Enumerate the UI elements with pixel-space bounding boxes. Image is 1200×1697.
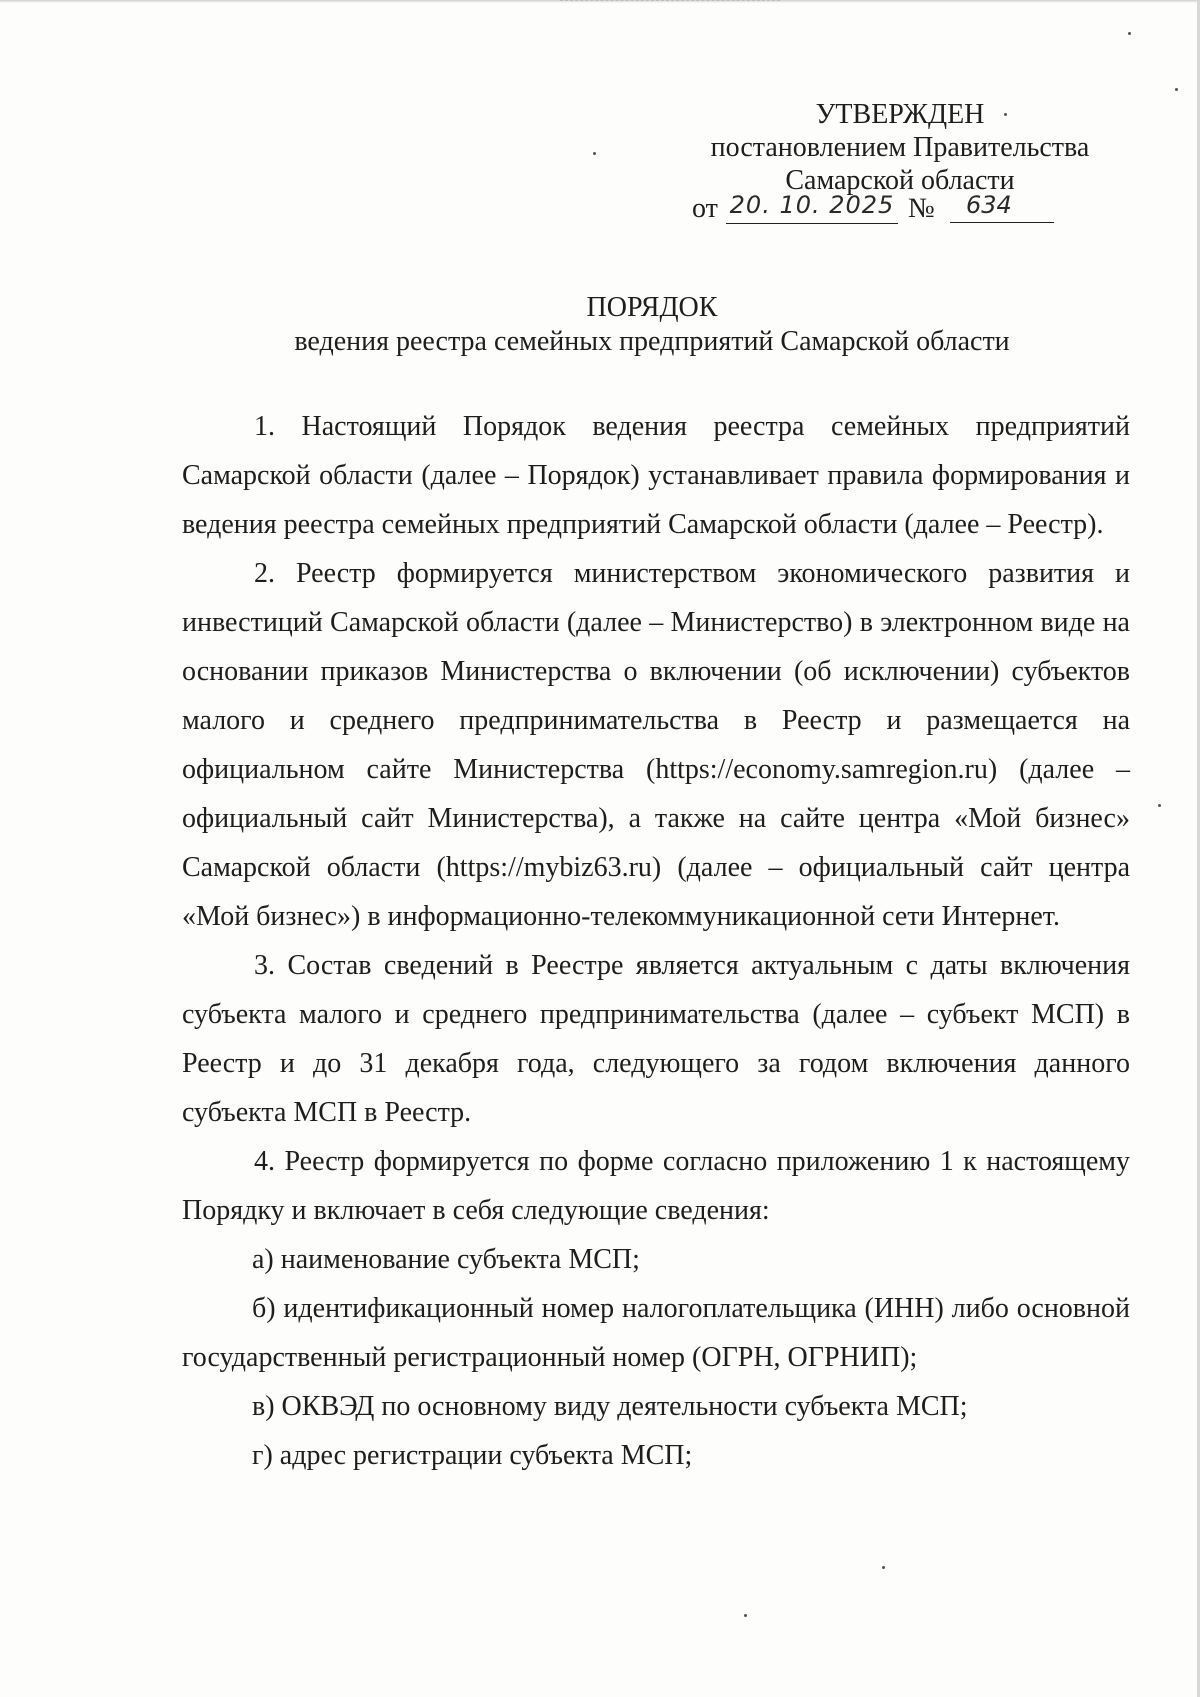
paragraph-1: 1. Настоящий Порядок ведения реестра семейных предприятий Самарской области (далее – Порядок) устанавливает правила формирования и ведения реестра семейных предприятий Самарской области (далее – Реестр). — [182, 411, 1130, 540]
document-subtitle: ведения реестра семейных предприятий Самарской области — [294, 326, 1010, 357]
scan-speck — [593, 152, 596, 155]
list-item-g: г) адрес регистрации субъекта МСП; — [252, 1440, 693, 1471]
approval-heading: УТВЕРЖДЕН — [815, 99, 985, 130]
scan-speck — [1175, 88, 1178, 91]
list-item-v: в) ОКВЭД по основному виду деятельности субъекта МСП; — [252, 1391, 968, 1422]
approval-authority: постановлением Правительства — [710, 132, 1090, 163]
handwritten-date: 20. 10. 2025 — [726, 191, 898, 224]
approval-date-row — [692, 193, 1082, 227]
paragraph-3: 3. Состав сведений в Реестре является актуальным с даты включения субъекта малого и среднего предпринимательства (далее – субъект МСП) в Реестр и до 31 декабря года, следующего за годом включения данного субъекта МСП в Реестр. — [182, 950, 1130, 1128]
list-item-b: б) идентификационный номер налогоплательщика (ИНН) либо основной государственный регистрационный номер (ОГРН, ОГРНИП); — [182, 1293, 1130, 1373]
number-sign: № — [908, 193, 935, 224]
paragraph-4: 4. Реестр формируется по форме согласно приложению 1 к настоящему Порядку и включает в себя следующие сведения: — [182, 1146, 1130, 1226]
document-title: ПОРЯДОК — [586, 292, 718, 323]
date-prefix: от — [692, 193, 718, 224]
approval-block — [690, 98, 1110, 197]
scan-speck — [1004, 113, 1007, 116]
handwritten-number: 634 — [950, 191, 1054, 223]
scan-speck — [1128, 32, 1131, 35]
document-body — [182, 402, 1130, 1480]
list-item-a: а) наименование субъекта МСП; — [252, 1244, 640, 1275]
scan-speck — [1158, 804, 1161, 807]
scan-speck — [882, 1566, 885, 1569]
paragraph-2: 2. Реестр формируется министерством экономического развития и инвестиций Самарской области (далее – Министерство) в электронном виде на основании приказов Министерства о включении (об исключении) субъектов малого и среднего предпринимательства в Реестр и размещается на официальном сайте Министерства (https://economy.samregion.ru) (далее – официальный сайт Министерства), а также на сайте центра «Мой бизнес» Самарской области (https://mybiz63.ru) (далее – официальный сайт центра «Мой бизнес») в информационно-телекоммуникационной сети Интернет. — [182, 558, 1130, 932]
scan-speck — [744, 1614, 747, 1617]
approval-region: Самарской области — [785, 165, 1015, 196]
scan-artifact — [560, 0, 780, 2]
